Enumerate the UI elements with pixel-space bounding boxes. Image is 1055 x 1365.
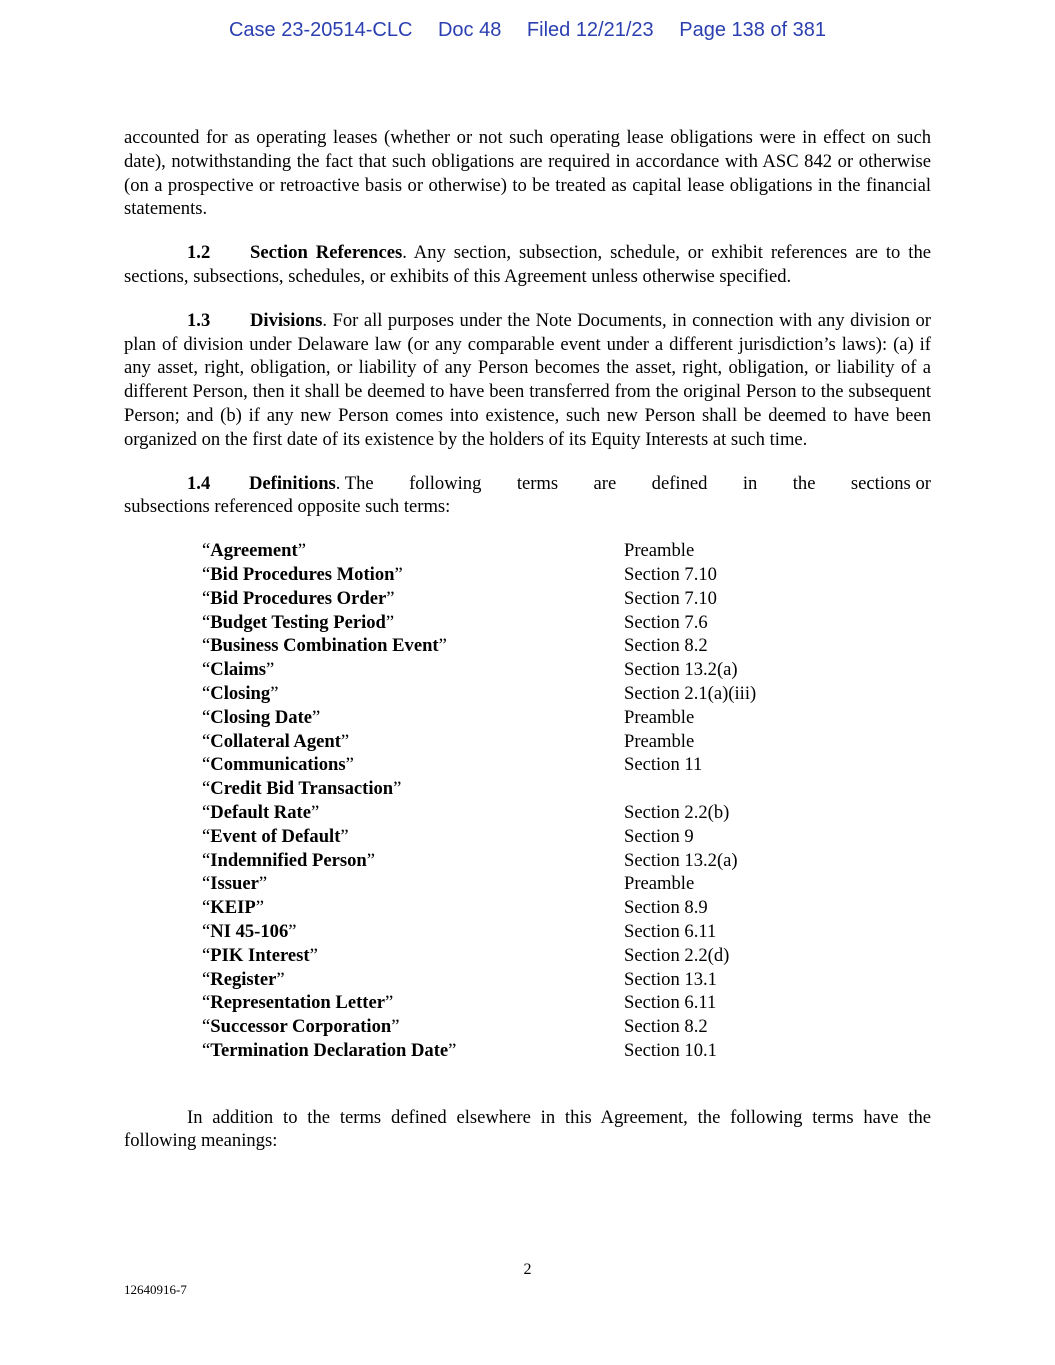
definition-row	[124, 1015, 931, 1039]
definition-row	[124, 896, 931, 920]
definition-term: “Business Combination Event”	[202, 635, 447, 657]
definition-term: “Representation Letter”	[202, 992, 394, 1014]
definition-term: “PIK Interest”	[202, 944, 318, 966]
definition-term: “Indemnified Person”	[202, 849, 376, 871]
intro-word: in	[742, 472, 758, 494]
definition-term: “Budget Testing Period”	[202, 611, 395, 633]
definition-reference: Section 8.9	[624, 897, 708, 919]
section-heading: Section References	[250, 242, 403, 264]
definition-term: “Event of Default”	[202, 825, 349, 847]
defined-term-text: Closing	[210, 682, 271, 704]
defined-term-text: Closing Date	[210, 706, 313, 728]
definition-term: “Issuer”	[202, 873, 268, 895]
defined-term-text: Event of Default	[210, 825, 341, 847]
defined-term-text: Bid Procedures Motion	[210, 563, 395, 585]
definition-term: “Closing”	[202, 682, 279, 704]
defined-term-text: Budget Testing Period	[210, 611, 386, 633]
defined-term-text: Agreement	[210, 540, 298, 562]
definition-row	[124, 611, 931, 635]
definition-row	[124, 682, 931, 706]
definition-term: “Successor Corporation”	[202, 1016, 400, 1038]
section-1-3	[124, 309, 931, 452]
definition-row	[124, 872, 931, 896]
defined-term-text: Register	[210, 968, 277, 990]
definition-reference: Section 8.2	[624, 1016, 708, 1038]
doc-number: Doc 48	[437, 19, 502, 41]
definition-reference: Section 7.6	[624, 611, 708, 633]
court-filing-header	[0, 19, 1055, 42]
definition-row	[124, 944, 931, 968]
definition-reference: Section 6.11	[624, 920, 717, 942]
definition-reference: Preamble	[624, 873, 695, 895]
definition-row	[124, 730, 931, 754]
section-number: 1.2	[187, 242, 211, 264]
section-1-2	[124, 241, 931, 289]
definition-term: “Closing Date”	[202, 706, 321, 728]
filed-date: Filed 12/21/23	[526, 19, 654, 41]
section-text: . Any section, subsection, schedule, or exhibit references are to the sections, subsections, schedules, or exhibits of this Agreement unless otherwise specified.	[124, 242, 931, 287]
definition-row	[124, 801, 931, 825]
definition-reference: Section 7.10	[624, 563, 717, 585]
definition-term: “Bid Procedures Motion”	[202, 563, 403, 585]
definition-row	[124, 920, 931, 944]
document-id: 12640916-7	[124, 1282, 187, 1297]
defined-term-text: Termination Declaration Date	[210, 1039, 449, 1061]
intro-word: defined	[651, 472, 708, 494]
defined-term-text: Claims	[210, 659, 267, 681]
intro-word: are	[593, 472, 617, 494]
definition-reference: Section 11	[624, 754, 703, 776]
definition-row	[124, 539, 931, 563]
definition-row	[124, 634, 931, 658]
definition-reference: Section 8.2	[624, 635, 708, 657]
intro-paragraph: accounted for as operating leases (whether or not such operating lease obligations were in effect on such date), notwithstanding the fact that such obligations are required in accordance with ASC 842 or otherwise (on a prospective or retroactive basis or otherwise) to be treated as capital lease obligations in the financial statements.	[124, 127, 931, 220]
intro-word: . The	[335, 472, 374, 494]
definition-reference	[624, 777, 924, 801]
section-heading: Divisions	[250, 309, 323, 331]
defined-term-text: Credit Bid Transaction	[210, 778, 394, 800]
defined-term-text: Default Rate	[210, 801, 311, 823]
definition-term: “KEIP”	[202, 897, 264, 919]
document-body	[124, 126, 931, 1173]
page-indicator: Page 138 of 381	[679, 19, 827, 41]
definition-reference: Section 2.1(a)(iii)	[624, 682, 757, 704]
definition-term: “Communications”	[202, 754, 354, 776]
section-number: 1.3	[187, 309, 211, 331]
definition-term: “Default Rate”	[202, 801, 320, 823]
intro-word: terms	[516, 472, 559, 494]
defined-term-text: Bid Procedures Order	[210, 587, 387, 609]
definition-reference: Section 10.1	[624, 1039, 717, 1061]
definition-term: “Register”	[202, 968, 285, 990]
definition-row	[124, 991, 931, 1015]
definition-reference: Preamble	[624, 706, 695, 728]
intro-word: the	[792, 472, 816, 494]
definition-reference: Section 2.2(b)	[624, 801, 730, 823]
definition-reference: Preamble	[624, 730, 695, 752]
definition-row	[124, 849, 931, 873]
intro-word: following	[409, 472, 482, 494]
definition-reference: Preamble	[624, 540, 695, 562]
page-number: 2	[523, 1261, 532, 1278]
definitions-intro-line	[124, 472, 931, 496]
definition-reference: Section 13.2(a)	[624, 659, 738, 681]
definition-row	[124, 753, 931, 777]
definition-reference: Section 13.1	[624, 968, 717, 990]
defined-term-text: PIK Interest	[210, 944, 310, 966]
section-1-4	[124, 472, 931, 520]
intro-word: sections or	[850, 472, 931, 494]
defined-term-text: Indemnified Person	[210, 849, 367, 871]
definition-reference: Section 6.11	[624, 992, 717, 1014]
definition-row	[124, 825, 931, 849]
definition-reference: Section 13.2(a)	[624, 849, 738, 871]
definition-reference: Section 2.2(d)	[624, 944, 730, 966]
defined-term-text: Issuer	[210, 873, 259, 895]
section-text: . For all purposes under the Note Documents, in connection with any division or plan of division under Delaware law (or any comparable event under a different jurisdiction’s laws): (a) if any asset, right, obligation, or liability of any Person becomes the asset, right, obligation, or liability of a different Person, then it shall be deemed to have been transferred from the original Person to the subsequent Person; and (b) if any new Person comes into existence, such new Person shall be deemed to have been organized on the first date of its existence by the holders of its Equity Interests at such time.	[124, 309, 931, 450]
definitions-intro-rest: subsections referenced opposite such terms:	[124, 496, 451, 518]
defined-term-text: Successor Corporation	[210, 1016, 392, 1038]
defined-term-text: Collateral Agent	[210, 730, 341, 752]
definition-term: “Collateral Agent”	[202, 730, 350, 752]
defined-term-text: KEIP	[210, 897, 256, 919]
definition-row	[124, 968, 931, 992]
definition-term: “Agreement”	[202, 540, 306, 562]
definition-term: “Termination Declaration Date”	[202, 1039, 457, 1061]
definition-term: “Claims”	[202, 659, 275, 681]
definition-row	[124, 658, 931, 682]
definition-row	[124, 706, 931, 730]
definition-term: “NI 45-106”	[202, 920, 297, 942]
definition-term: “Bid Procedures Order”	[202, 587, 395, 609]
definition-row	[124, 777, 931, 801]
definition-reference: Section 7.10	[624, 587, 717, 609]
defined-term-text: Business Combination Event	[210, 635, 439, 657]
defined-term-text: Communications	[210, 754, 346, 776]
closing-paragraph: In addition to the terms defined elsewhere in this Agreement, the following terms have the following meanings:	[124, 1106, 931, 1152]
definition-reference: Section 9	[624, 825, 694, 847]
case-number: Case 23-20514-CLC	[228, 19, 413, 41]
definition-row	[124, 587, 931, 611]
defined-term-text: NI 45-106	[210, 920, 289, 942]
definitions-table	[124, 539, 931, 1063]
section-heading: Definitions	[249, 472, 336, 494]
definition-term: “Credit Bid Transaction”	[202, 778, 402, 800]
defined-term-text: Representation Letter	[210, 992, 385, 1014]
definition-row	[124, 1039, 931, 1063]
definition-row	[124, 563, 931, 587]
section-number: 1.4	[187, 472, 211, 494]
